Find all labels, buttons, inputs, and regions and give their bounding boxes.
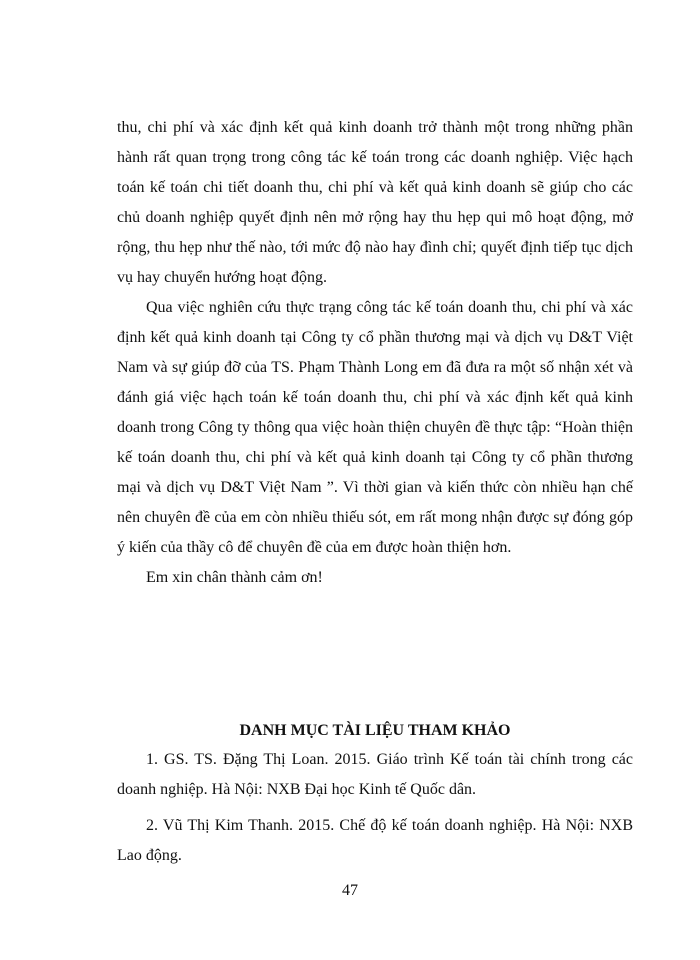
paragraph-continuation: thu, chi phí và xác định kết quả kinh doanh trở thành một trong những phần hành rất quan trọng trong công tác kế toán trong các doanh nghiệp. Việc hạch toán kế toán chi tiết doanh thu, chi phí và kết quả kinh doanh sẽ giúp cho các chủ doanh nghiệp quyết định nên mở rộng hay thu hẹp qui mô hoạt động, mở rộng, thu hẹp như thế nào, tới mức độ nào hay đình chỉ; quyết định tiếp tục dịch vụ hay chuyển hướng hoạt động. [117, 119, 633, 286]
paragraph-thanks: Em xin chân thành cảm ơn! [146, 569, 323, 586]
paragraph-summary: Qua việc nghiên cứu thực trạng công tác kế toán doanh thu, chi phí và xác định kết quả kinh doanh tại Công ty cổ phần thương mại và dịch vụ D&T Việt Nam và sự giúp đỡ của TS. Phạm Thành Long em đã đưa ra một số nhận xét và đánh giá việc hạch toán kế toán doanh thu, chi phí và xác định kết quả kinh doanh trong Công ty thông qua việc hoàn thiện chuyên đề thực tập: “Hoàn thiện kế toán doanh thu, chi phí và kết quả kinh doanh tại Công ty cổ phần thương mại và dịch vụ D&T Việt Nam ”. Vì thời gian và kiến thức còn nhiều hạn chế nên chuyên đề của em còn nhiều thiếu sót, em rất mong nhận được sự đóng góp ý kiến của thầy cô để chuyên đề của em được hoàn thiện hơn. [117, 299, 633, 556]
references-title: DANH MỤC TÀI LIỆU THAM KHẢO [239, 722, 511, 739]
references-list [117, 745, 633, 877]
reference-item-1: 1. GS. TS. Đặng Thị Loan. 2015. Giáo trình Kế toán tài chính trong các doanh nghiệp. Hà Nội: NXB Đại học Kinh tế Quốc dân. [117, 751, 633, 798]
body-text [117, 113, 633, 593]
page-number: 47 [342, 882, 358, 899]
reference-item-2: 2. Vũ Thị Kim Thanh. 2015. Chế độ kế toán doanh nghiệp. Hà Nội: NXB Lao động. [117, 817, 633, 864]
